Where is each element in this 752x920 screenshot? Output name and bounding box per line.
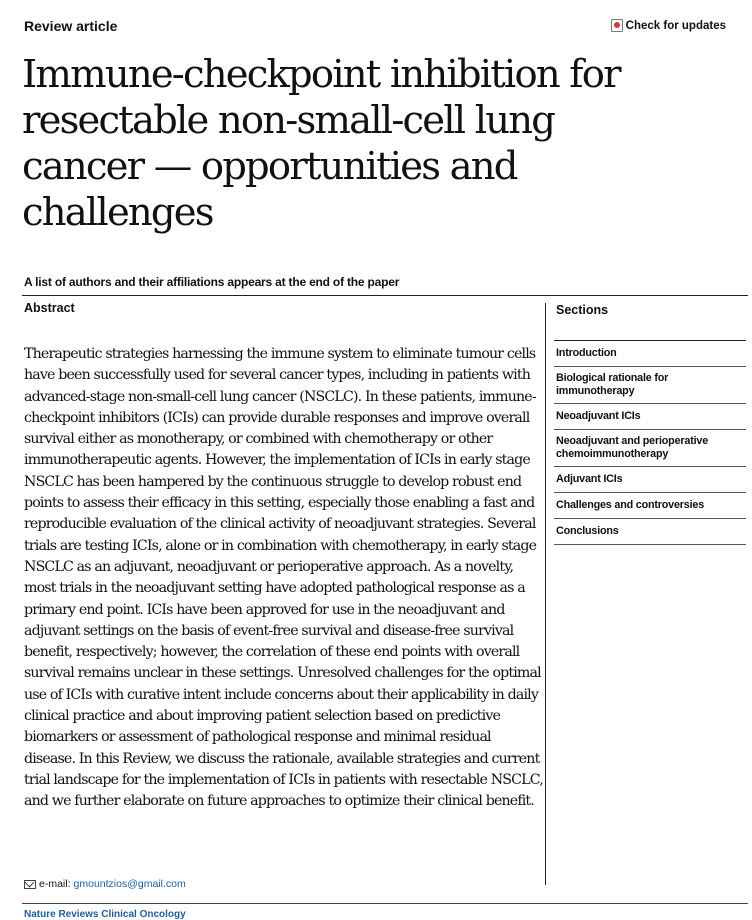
email-link[interactable]: gmountzios@gmail.com: [73, 878, 186, 890]
envelope-icon: [24, 880, 36, 889]
section-link-biological-rationale[interactable]: Biological rationale for immunotherapy: [554, 367, 746, 404]
sections-heading: Sections: [556, 303, 609, 317]
header-divider: [22, 295, 748, 296]
abstract-body: Therapeutic strategies harnessing the immune system to eliminate tumour cells have been successfully used for several cancer types, including in patients with advanced-stage non-small-cell lung cancer (NSCLC). In these patients, immune-checkpoint inhibitors (ICIs) can provide durable responses and improve overall survival either as monotherapy, or combined with chemotherapy or other immunotherapeutic agents. However, the implementation of ICIs in early stage NSCLC has been hampered by the continuous struggle to develop robust end points to assess their efficacy in this setting, especially those enabling a fast and reproducible evaluation of the clinical activity of neoadjuvant strategies. Several trials are testing ICIs, alone or in combination with chemotherapy, in early stage NSCLC as an adjuvant, neoadjuvant or perioperative approach. As a novelty, most trials in the neoadjuvant setting have adopted pathological response as a primary end point. ICIs have been approved for use in the neoadjuvant and adjuvant settings on the basis of event-free survival and disease-free survival benefit, respectively; however, the correlation of these end points with overall survival remains unclear in these settings. Unresolved challenges for the optimal use of ICIs with curative intent include concerns about their applicability in daily clinical practice and about improving patient selection based on predictive biomarkers or assessment of pathological response and minimal residual disease. In this Review, we discuss the rationale, available strategies and current trial landscape for the implementation of ICIs in patients with resectable NSCLC, and we further elaborate on future approaches to optimize their clinical benefit.: [24, 346, 543, 810]
abstract-heading: Abstract: [24, 301, 75, 315]
section-link-perioperative-chemoimmunotherapy[interactable]: Neoadjuvant and perioperative chemoimmunotherapy: [554, 430, 746, 467]
affiliation-note: A list of authors and their affiliations appears at the end of the paper: [24, 275, 400, 289]
journal-name[interactable]: Nature Reviews Clinical Oncology: [24, 909, 186, 920]
section-link-introduction[interactable]: Introduction: [554, 341, 746, 367]
article-title: Immune-checkpoint inhibition for resectable non-small-cell lung cancer — opportunities and challenges: [22, 52, 620, 235]
article-type-label: Review article: [24, 18, 118, 34]
check-for-updates-link[interactable]: [611, 19, 726, 32]
email-label: e-mail:: [39, 878, 71, 890]
footer-divider: [22, 903, 748, 904]
section-link-adjuvant-icis[interactable]: Adjuvant ICIs: [554, 467, 746, 493]
crossmark-icon: [611, 19, 623, 32]
section-link-conclusions[interactable]: Conclusions: [554, 519, 746, 545]
check-for-updates-label: Check for updates: [625, 19, 726, 32]
sections-list: [554, 341, 746, 545]
column-divider: [545, 303, 546, 885]
section-link-challenges[interactable]: Challenges and controversies: [554, 493, 746, 519]
contact-email: [24, 878, 186, 890]
section-link-neoadjuvant-icis[interactable]: Neoadjuvant ICIs: [554, 404, 746, 430]
